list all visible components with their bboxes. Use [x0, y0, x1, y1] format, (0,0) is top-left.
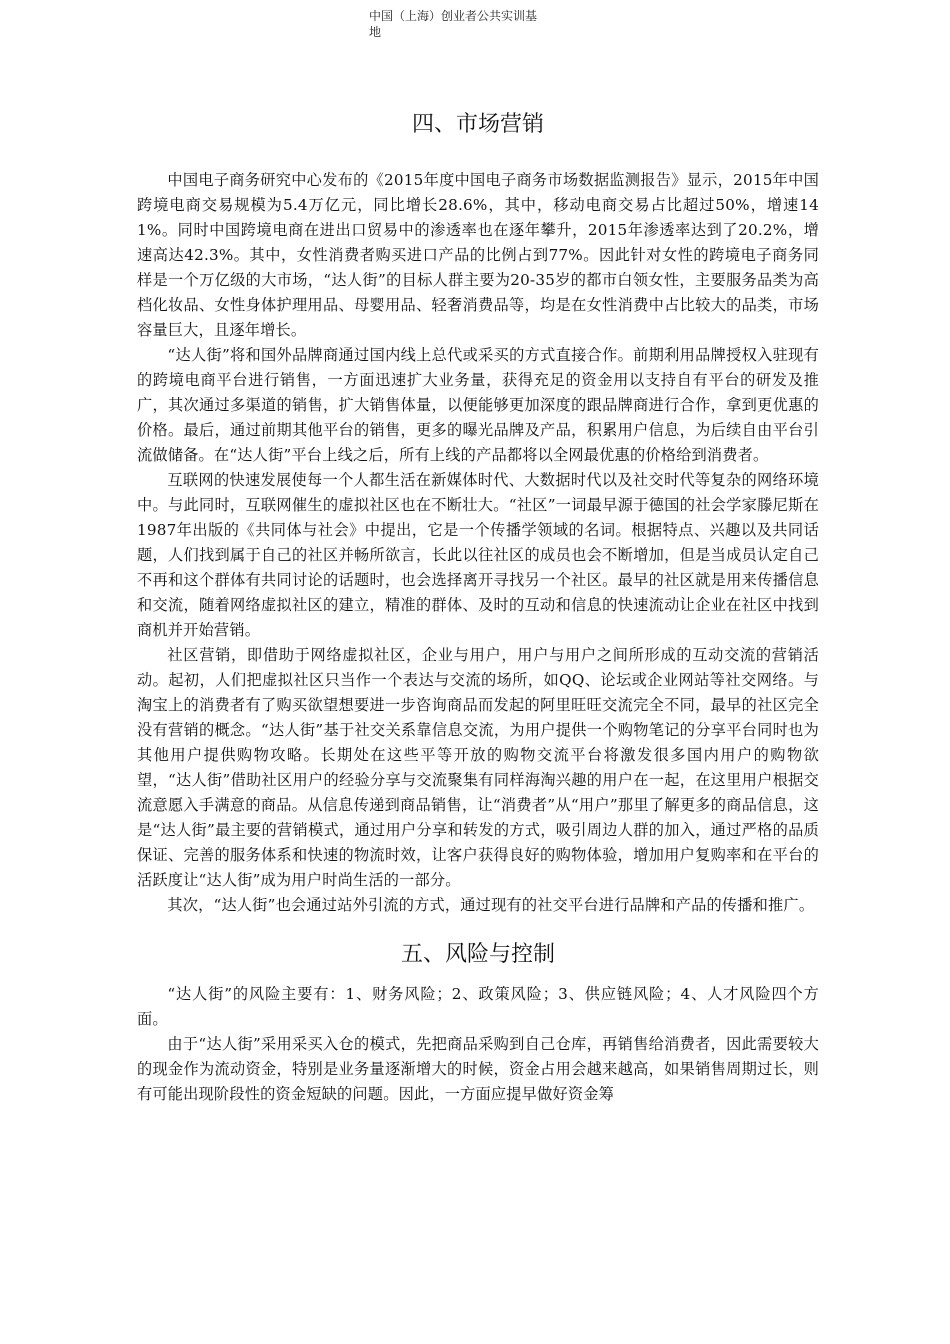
section-title-marketing: 四、市场营销 [411, 112, 544, 137]
header-line-1: 中国（上海）创业者公共实训基 [369, 9, 538, 23]
paragraph: “达人街”的风险主要有：1、财务风险；2、政策风险；3、供应链风险；4、人才风险四个方面。 [137, 985, 819, 1028]
paragraph: 互联网的快速发展使每一个人都生活在新媒体时代、大数据时代以及社交时代等复杂的网络环境中。与此同时，互联网催生的虚拟社区也在不断壮大。“社区”一词最早源于德国的社会学家滕尼斯在1987年出版的《共同体与社会》中提出，它是一个传播学领域的名词。根据特点、兴趣以及共同话题，人们找到属于自己的社区并畅所欲言，长此以往社区的成员也会不断增加，但是当成员认定自己不再和这个群体有共同讨论的话题时，也会选择离开寻找另一个社区。最早的社区就是用来传播信息和交流，随着网络虚拟社区的建立，精准的群体、及时的互动和信息的快速流动让企业在社区中找到商机并开始营销。 [137, 471, 819, 639]
paragraph: 中国电子商务研究中心发布的《2015年度中国电子商务市场数据监测报告》显示，2015年中国跨境电商交易规模为5.4万亿元，同比增长28.6%，其中，移动电商交易占比超过50%，增速141%。同时中国跨境电商在进出口贸易中的渗透率也在逐年攀升，2015年渗透率达到了20.2%，增速高达42.3%。其中，女性消费者购买进口产品的比例占到77%。因此针对女性的跨境电子商务同样是一个万亿级的大市场，“达人街”的目标人群主要为20-35岁的都市白领女性，主要服务品类为高档化妆品、女性身体护理用品、母婴用品、轻奢消费品等，均是在女性消费中占比较大的品类，市场容量巨大，且逐年增长。 [137, 171, 819, 339]
page-header [369, 8, 569, 40]
header-line-2: 地 [369, 25, 382, 39]
section-title-risk-control: 五、风险与控制 [400, 942, 555, 967]
paragraph: 其次，“达人街”也会通过站外引流的方式，通过现有的社交平台进行品牌和产品的传播和推广。 [167, 896, 815, 914]
document-body [137, 110, 819, 1107]
paragraph: 社区营销，即借助于网络虚拟社区，企业与用户，用户与用户之间所形成的互动交流的营销活动。起初，人们把虚拟社区只当作一个表达与交流的场所，如QQ、论坛或企业网站等社交网络。与淘宝上的消费者有了购买欲望想要进一步咨询商品而发起的阿里旺旺交流完全不同，最早的社区完全没有营销的概念。“达人街”基于社交关系靠信息交流，为用户提供一个购物笔记的分享平台同时也为其他用户提供购物攻略。长期处在这些平等开放的购物交流平台将激发很多国内用户的购物欲望，“达人街”借助社区用户的经验分享与交流聚集有同样海淘兴趣的用户在一起，在这里用户根据交流意愿入手满意的商品。从信息传递到商品销售，让“消费者”从“用户”那里了解更多的商品信息，这是“达人街”最主要的营销模式，通过用户分享和转发的方式，吸引周边人群的加入，通过严格的品质保证、完善的服务体系和快速的物流时效，让客户获得良好的购物体验，增加用户复购率和在平台的活跃度让“达人街”成为用户时尚生活的一部分。 [137, 646, 819, 889]
paragraph: “达人街”将和国外品牌商通过国内线上总代或采买的方式直接合作。前期利用品牌授权入驻现有的跨境电商平台进行销售，一方面迅速扩大业务量，获得充足的资金用以支持自有平台的研发及推广，其次通过多渠道的销售，扩大销售体量，以便能够更加深度的跟品牌商进行合作，拿到更优惠的价格。最后，通过前期其他平台的销售，更多的曝光品牌及产品，积累用户信息，为后续自由平台引流做储备。在“达人街”平台上线之后，所有上线的产品都将以全网最优惠的价格给到消费者。 [137, 346, 819, 464]
paragraph: 由于“达人街”采用采买入仓的模式，先把商品采购到自己仓库，再销售给消费者，因此需要较大的现金作为流动资金，特别是业务量逐渐增大的时候，资金占用会越来越高，如果销售周期过长，则有可能出现阶段性的资金短缺的问题。因此，一方面应提早做好资金筹 [137, 1035, 819, 1103]
